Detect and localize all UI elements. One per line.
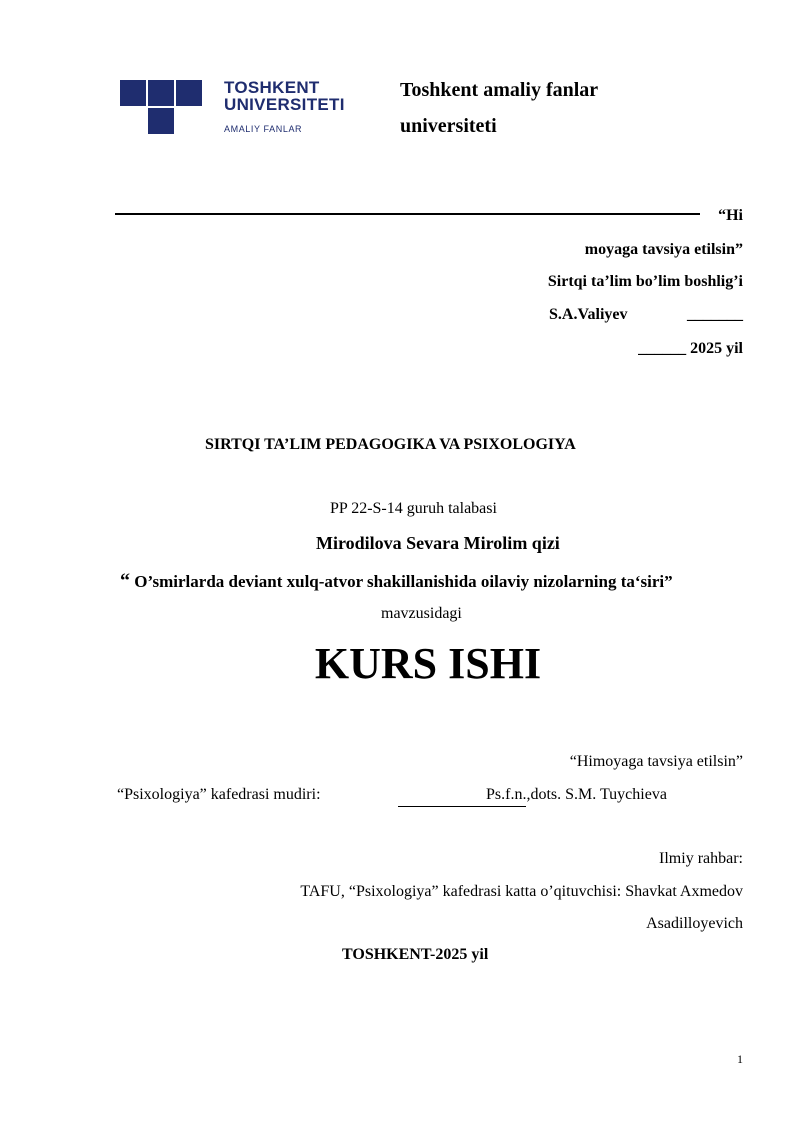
student-name: Mirodilova Sevara Mirolim qizi bbox=[316, 533, 560, 553]
topic-text: O’smirlarda deviant xulq-atvor shakillanishida oilaviy nizolarning ta‘siri” bbox=[134, 572, 673, 591]
page-number: 1 bbox=[737, 1052, 743, 1066]
recommendation-text: “Himoyaga tavsiya etilsin” bbox=[569, 753, 743, 770]
student-group: PP 22-S-14 guruh talabasi bbox=[330, 500, 497, 517]
approver-signature-blank: _______ bbox=[687, 306, 743, 323]
approval-date-blank: ______ bbox=[638, 340, 687, 357]
logo-square bbox=[148, 80, 174, 106]
approval-date bbox=[638, 340, 743, 358]
supervisor-line2: Asadilloyevich bbox=[646, 915, 743, 932]
university-name bbox=[400, 72, 598, 144]
university-name-line1: Toshkent amaliy fanlar bbox=[400, 79, 599, 101]
approval-line1: “Hi bbox=[718, 207, 743, 224]
approver-name: S.A.Valiyev bbox=[549, 306, 628, 323]
supervisor-line1: TAFU, “Psixologiya” kafedrasi katta o’qituvchisi: Shavkat Axmedov bbox=[300, 883, 743, 900]
logo-square bbox=[120, 80, 146, 106]
approval-year: 2025 yil bbox=[690, 340, 743, 357]
document-title: KURS ISHI bbox=[314, 639, 542, 688]
department-title: SIRTQI TA’LIM PEDAGOGIKA VA PSIXOLOGIYA bbox=[205, 436, 576, 453]
logo-square bbox=[148, 108, 174, 134]
work-topic bbox=[120, 570, 673, 593]
department-head-label: “Psixologiya” kafedrasi mudiri: bbox=[117, 786, 321, 803]
logo-square bbox=[176, 80, 202, 106]
approval-line3: Sirtqi ta’lim bo’lim boshlig’i bbox=[547, 273, 743, 290]
logo-text-line2: UNIVERSITETI bbox=[224, 95, 345, 114]
department-head-name: Ps.f.n.,dots. S.M. Tuychieva bbox=[486, 786, 667, 803]
topic-open-quote: “ bbox=[120, 570, 130, 592]
head-signature-line bbox=[398, 806, 526, 807]
university-name-line2: universiteti bbox=[400, 115, 497, 137]
header-divider bbox=[115, 213, 700, 215]
logo-text-line3: AMALIY FANLAR bbox=[224, 124, 303, 134]
city-year: TOSHKENT-2025 yil bbox=[342, 946, 489, 963]
topic-suffix: mavzusidagi bbox=[381, 605, 462, 622]
supervisor-label: Ilmiy rahbar: bbox=[659, 850, 743, 867]
logo-text-line1: TOSHKENT bbox=[224, 78, 320, 97]
university-logo bbox=[120, 78, 360, 138]
approval-line2: moyaga tavsiya etilsin” bbox=[584, 241, 743, 258]
